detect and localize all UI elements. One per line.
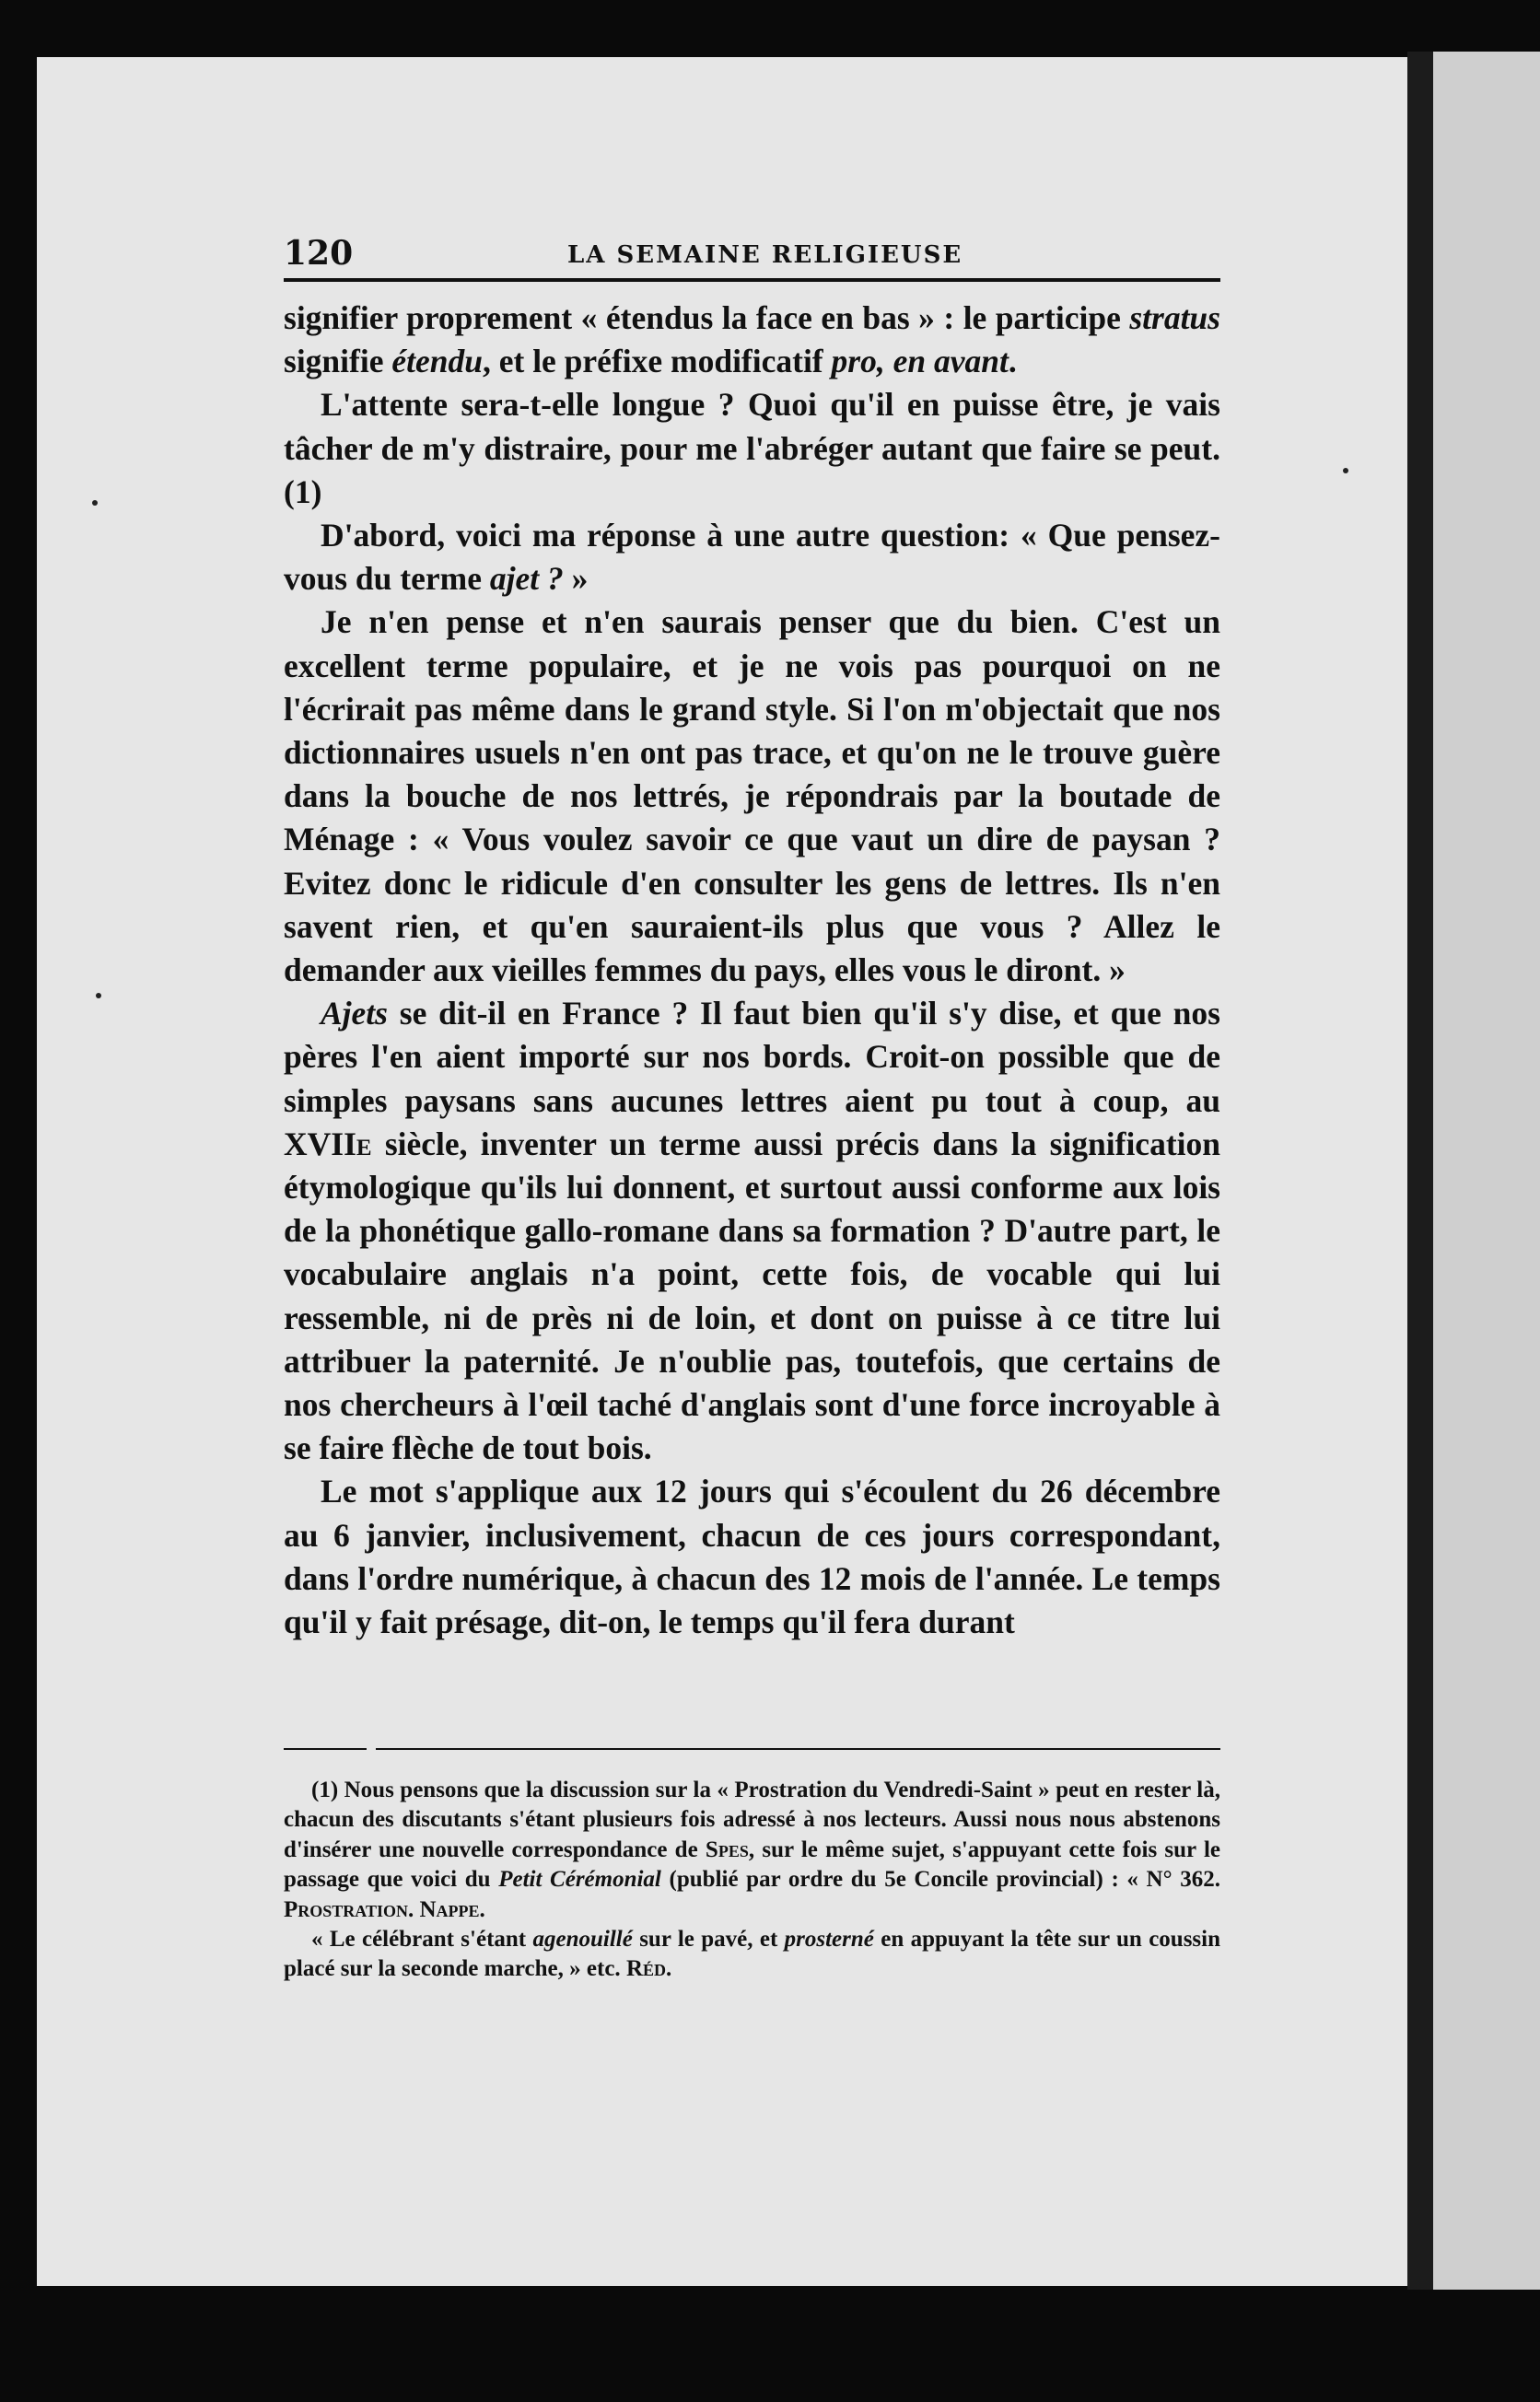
paragraph-2: L'attente sera-t-elle longue ? Quoi qu'il en puisse être, je vais tâcher de m'y distraire, pour me l'abréger autant que faire se peut. (1) <box>284 386 1220 510</box>
speck <box>1343 468 1348 473</box>
footnote-paragraph <box>284 1776 1220 1925</box>
text-run: , sur le même sujet, s'appuyant cette fois sur le passage que voici du <box>284 1836 1220 1893</box>
italic-term: ajet ? <box>489 560 564 598</box>
footnote-rule-short <box>284 1748 367 1750</box>
text-run: sur le pavé, et <box>632 1927 785 1953</box>
italic-term: pro, en avant <box>831 343 1009 380</box>
italic-term: Ajets <box>321 995 388 1032</box>
text-run: siècle, inventer un terme aussi précis dans la signification étymologique qu'ils lui donnent, et surtout aussi conforme aux lois de la phonétique gallo-romane dans sa formation ? D'autre part, le vocabulaire anglais n'a point, cette fois, de vocable qui lui ressemble, ni de près ni de loin, et dont on puisse à ce titre lui attribuer la paternité. Je n'oublie pas, toutefois, que certains de nos chercheurs à l'œil taché d'anglais sont d'une force incroyable à se faire flèche de tout bois. <box>284 1125 1220 1467</box>
footnote-quote <box>284 1925 1220 1985</box>
footnote-separator <box>284 1748 1220 1754</box>
text-run: , et le préfixe modificatif <box>482 343 832 380</box>
main-text <box>284 297 1220 1644</box>
page-header <box>284 230 1220 276</box>
paragraph-3 <box>284 514 1220 600</box>
text-run: signifier proprement « étendus la face en bas » : le participe <box>284 299 1130 336</box>
paragraph-6: Le mot s'applique aux 12 jours qui s'écoulent du 26 décembre au 6 janvier, inclusivement, chacun de ces jours correspondant, dans l'ordre numérique, à chacun des 12 mois de l'année. Le temps qu'il y fait présage, dit-on, le temps qu'il fera durant <box>284 1473 1220 1641</box>
text-run: D'abord, voici ma réponse à une autre question: « Que pensez-vous du terme <box>284 517 1220 598</box>
speck <box>92 500 98 506</box>
book-gutter <box>1407 52 1433 2290</box>
italic-term: prosterné <box>784 1927 874 1953</box>
text-run: (1) Nous pensons que la discussion sur la « Prostration du Vendredi-Saint » peut en rester là, chacun des discutants s'étant plusieurs fois adressé à nos lecteurs. Aussi nous nous abstenons d'insérer une nouvelle correspondance de <box>284 1778 1220 1862</box>
text-run: en appuyant la tête sur un coussin placé sur la seconde marche, » etc. <box>284 1927 1221 1982</box>
header-rule <box>284 278 1220 282</box>
running-title: LA SEMAINE RELIGIEUSE <box>567 241 963 269</box>
text-run: . <box>1008 343 1017 380</box>
footnote <box>284 1776 1220 1985</box>
italic-term: stratus <box>1129 299 1220 336</box>
text-run: signifie <box>284 343 392 380</box>
page-number: 120 <box>284 234 354 273</box>
facing-page-edge <box>1433 52 1540 2290</box>
italic-term: agenouillé <box>532 1927 633 1953</box>
text-run: se dit-il en France ? Il faut bien qu'il s'y dise, et que nos pères l'en aient importé sur nos bords. Croit-on possible que de simples paysans sans aucunes lettres aient pu tout à coup, au <box>284 995 1220 1119</box>
paragraph-4: Je n'en pense et n'en saurais penser que du bien. C'est un excellent terme populaire, et je ne vois pas pourquoi on ne l'écrirait pas même dans le grand style. Si l'on m'objectait que nos dictionnaires usuels n'en ont pas trace, et qu'on ne le trouve guère dans la bouche de nos lettrés, je répondrais par la boutade de Ménage : « Vous voulez savoir ce que vaut un dire de paysan ? Evitez donc le ridicule d'en consulter les gens de lettres. Ils n'en savent rien, et qu'en sauraient-ils plus que vous ? Allez le demander aux vieilles femmes du pays, elles vous le diront. » <box>284 603 1220 989</box>
paragraph-5 <box>284 992 1220 1470</box>
small-caps-term: Prostration. Nappe. <box>284 1896 485 1922</box>
text-run: « Le célébrant s'étant <box>311 1927 533 1953</box>
editor-signature: Réd. <box>625 1956 672 1982</box>
paragraph-1 <box>284 297 1220 383</box>
small-caps-term: Spes <box>705 1836 749 1862</box>
italic-term: Petit Cérémonial <box>498 1867 661 1893</box>
century-numeral: XVIIe <box>284 1125 372 1162</box>
italic-term: étendu <box>391 343 483 380</box>
speck <box>96 993 101 998</box>
footnote-rule-long <box>376 1748 1220 1750</box>
text-run: (publié par ordre du 5e Concile provincial) : « N° 362. <box>660 1867 1220 1893</box>
text-run: » <box>563 560 589 598</box>
